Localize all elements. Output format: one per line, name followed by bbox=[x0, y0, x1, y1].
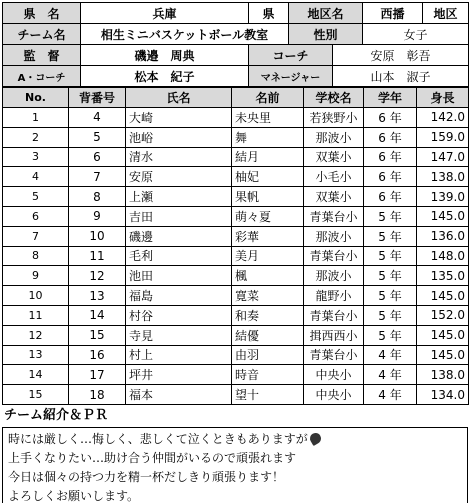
row-first-name: 未央里 bbox=[232, 108, 304, 128]
row-last-name: 福本 bbox=[126, 385, 232, 405]
row-grade: 4 年 bbox=[364, 345, 417, 365]
team-name: 相生ミニバスケットボール教室 bbox=[81, 24, 289, 45]
table-row bbox=[3, 325, 469, 345]
table-row bbox=[3, 246, 469, 266]
row-last-name: 村上 bbox=[126, 345, 232, 365]
intro-title: チーム紹介＆ＰＲ bbox=[4, 407, 109, 423]
row-height: 159.0 bbox=[417, 127, 469, 147]
row-number: 11 bbox=[69, 246, 126, 266]
row-number: 18 bbox=[69, 385, 126, 405]
row-height: 138.0 bbox=[417, 167, 469, 187]
col-header-height: 身長 bbox=[417, 88, 469, 108]
row-number: 4 bbox=[69, 108, 126, 128]
row-grade: 5 年 bbox=[364, 206, 417, 226]
table-row bbox=[3, 385, 469, 405]
gender-label: 性別 bbox=[289, 24, 363, 45]
row-grade: 6 年 bbox=[364, 127, 417, 147]
row-school: 小毛小 bbox=[304, 167, 364, 187]
col-header-school: 学校名 bbox=[304, 88, 364, 108]
table-row bbox=[3, 305, 469, 325]
roster-header-row bbox=[3, 88, 469, 108]
row-number: 14 bbox=[69, 305, 126, 325]
row-school: 龍野小 bbox=[304, 286, 364, 306]
coach-name: 安原 彰吾 bbox=[333, 45, 469, 66]
intro-line-text: 時には厳しく…悔しく、悲しくて泣くときもありますが bbox=[8, 431, 308, 446]
row-school: 那波小 bbox=[304, 266, 364, 286]
table-row bbox=[3, 286, 469, 306]
director-name: 磯邉 周典 bbox=[81, 45, 249, 66]
row-first-name: 結月 bbox=[232, 147, 304, 167]
row-school: 中央小 bbox=[304, 385, 364, 405]
row-grade: 5 年 bbox=[364, 226, 417, 246]
row-grade: 5 年 bbox=[364, 246, 417, 266]
row-height: 142.0 bbox=[417, 108, 469, 128]
row-first-name: 萌々夏 bbox=[232, 206, 304, 226]
row-first-name: 寛菜 bbox=[232, 286, 304, 306]
row-no: 10 bbox=[3, 286, 69, 306]
row-height: 136.0 bbox=[417, 226, 469, 246]
team-roster-sheet bbox=[2, 2, 468, 503]
row-school: 双葉小 bbox=[304, 147, 364, 167]
row-first-name: 美月 bbox=[232, 246, 304, 266]
row-first-name: 和奏 bbox=[232, 305, 304, 325]
manager-label: マネージャー bbox=[249, 66, 333, 87]
intro-text-box bbox=[2, 427, 468, 503]
row-height: 145.0 bbox=[417, 345, 469, 365]
row-no: 7 bbox=[3, 226, 69, 246]
row-last-name: 福島 bbox=[126, 286, 232, 306]
table-row bbox=[3, 127, 469, 147]
intro-line: よろしくお願いします。 bbox=[8, 488, 140, 503]
team-label: チーム名 bbox=[3, 24, 81, 45]
row-number: 8 bbox=[69, 187, 126, 207]
district-value: 西播 bbox=[363, 3, 423, 24]
row-school: 揖西西小 bbox=[304, 325, 364, 345]
row-number: 12 bbox=[69, 266, 126, 286]
roster-body bbox=[3, 108, 469, 405]
table-row bbox=[3, 345, 469, 365]
row-number: 16 bbox=[69, 345, 126, 365]
row-number: 7 bbox=[69, 167, 126, 187]
col-header-no: No. bbox=[3, 88, 69, 108]
intro-line: 上手くなりたい…助け合う仲間がいるので頑張れます bbox=[8, 450, 297, 465]
row-first-name: 時音 bbox=[232, 365, 304, 385]
pref-value: 兵庫 bbox=[81, 3, 249, 24]
row-number: 15 bbox=[69, 325, 126, 345]
roster-table bbox=[2, 87, 469, 405]
row-last-name: 村谷 bbox=[126, 305, 232, 325]
row-grade: 5 年 bbox=[364, 305, 417, 325]
row-school: 青葉台小 bbox=[304, 305, 364, 325]
row-height: 138.0 bbox=[417, 365, 469, 385]
col-header-number: 背番号 bbox=[69, 88, 126, 108]
pref-suffix: 県 bbox=[249, 3, 289, 24]
director-label: 監 督 bbox=[3, 45, 81, 66]
table-row bbox=[3, 167, 469, 187]
row-grade: 5 年 bbox=[364, 325, 417, 345]
row-first-name: 果帆 bbox=[232, 187, 304, 207]
row-first-name: 結優 bbox=[232, 325, 304, 345]
row-grade: 5 年 bbox=[364, 266, 417, 286]
row-school: 那波小 bbox=[304, 127, 364, 147]
row-number: 10 bbox=[69, 226, 126, 246]
row-no: 1 bbox=[3, 108, 69, 128]
row-first-name: 柚妃 bbox=[232, 167, 304, 187]
row-height: 145.0 bbox=[417, 206, 469, 226]
row-last-name: 磯邊 bbox=[126, 226, 232, 246]
assistant-coach-name: 松本 紀子 bbox=[81, 66, 249, 87]
row-school: 双葉小 bbox=[304, 187, 364, 207]
row-grade: 5 年 bbox=[364, 286, 417, 306]
row-height: 152.0 bbox=[417, 305, 469, 325]
table-row bbox=[3, 365, 469, 385]
row-grade: 4 年 bbox=[364, 365, 417, 385]
sparkle-icon bbox=[308, 431, 323, 446]
team-info-table bbox=[2, 2, 469, 87]
table-row bbox=[3, 266, 469, 286]
row-school: 青葉台小 bbox=[304, 246, 364, 266]
row-last-name: 寺見 bbox=[126, 325, 232, 345]
table-row bbox=[3, 226, 469, 246]
row-no: 12 bbox=[3, 325, 69, 345]
pref-label: 県 名 bbox=[3, 3, 81, 24]
coach-label: コーチ bbox=[249, 45, 333, 66]
intro-line bbox=[8, 430, 462, 449]
row-first-name: 由羽 bbox=[232, 345, 304, 365]
row-school: 那波小 bbox=[304, 226, 364, 246]
row-grade: 4 年 bbox=[364, 385, 417, 405]
row-school: 若狭野小 bbox=[304, 108, 364, 128]
row-number: 9 bbox=[69, 206, 126, 226]
row-height: 134.0 bbox=[417, 385, 469, 405]
row-height: 148.0 bbox=[417, 246, 469, 266]
row-height: 139.0 bbox=[417, 187, 469, 207]
row-no: 4 bbox=[3, 167, 69, 187]
row-height: 145.0 bbox=[417, 325, 469, 345]
col-header-grade: 学年 bbox=[364, 88, 417, 108]
row-no: 5 bbox=[3, 187, 69, 207]
row-no: 9 bbox=[3, 266, 69, 286]
table-row bbox=[3, 187, 469, 207]
row-school: 中央小 bbox=[304, 365, 364, 385]
row-height: 147.0 bbox=[417, 147, 469, 167]
row-last-name: 上瀬 bbox=[126, 187, 232, 207]
row-no: 15 bbox=[3, 385, 69, 405]
row-number: 5 bbox=[69, 127, 126, 147]
table-row bbox=[3, 206, 469, 226]
gender-value: 女子 bbox=[363, 24, 469, 45]
row-height: 145.0 bbox=[417, 286, 469, 306]
row-last-name: 池田 bbox=[126, 266, 232, 286]
table-row bbox=[3, 147, 469, 167]
row-no: 2 bbox=[3, 127, 69, 147]
row-school: 青葉台小 bbox=[304, 345, 364, 365]
row-last-name: 坪井 bbox=[126, 365, 232, 385]
row-height: 135.0 bbox=[417, 266, 469, 286]
row-last-name: 毛利 bbox=[126, 246, 232, 266]
row-last-name: 池峪 bbox=[126, 127, 232, 147]
assistant-coach-label: A・コーチ bbox=[3, 66, 81, 87]
col-header-last-name: 氏名 bbox=[126, 88, 232, 108]
row-first-name: 楓 bbox=[232, 266, 304, 286]
row-number: 6 bbox=[69, 147, 126, 167]
row-school: 青葉台小 bbox=[304, 206, 364, 226]
district-suffix: 地区 bbox=[423, 3, 469, 24]
row-no: 8 bbox=[3, 246, 69, 266]
row-number: 13 bbox=[69, 286, 126, 306]
row-last-name: 安原 bbox=[126, 167, 232, 187]
row-no: 13 bbox=[3, 345, 69, 365]
manager-name: 山本 淑子 bbox=[333, 66, 469, 87]
row-grade: 6 年 bbox=[364, 187, 417, 207]
district-label: 地区名 bbox=[289, 3, 363, 24]
row-no: 14 bbox=[3, 365, 69, 385]
row-first-name: 望十 bbox=[232, 385, 304, 405]
row-no: 3 bbox=[3, 147, 69, 167]
row-last-name: 大崎 bbox=[126, 108, 232, 128]
row-grade: 6 年 bbox=[364, 147, 417, 167]
row-number: 17 bbox=[69, 365, 126, 385]
row-grade: 6 年 bbox=[364, 167, 417, 187]
row-last-name: 清水 bbox=[126, 147, 232, 167]
row-no: 6 bbox=[3, 206, 69, 226]
row-no: 11 bbox=[3, 305, 69, 325]
row-first-name: 舞 bbox=[232, 127, 304, 147]
row-first-name: 彩華 bbox=[232, 226, 304, 246]
table-row bbox=[3, 108, 469, 128]
row-last-name: 吉田 bbox=[126, 206, 232, 226]
row-grade: 6 年 bbox=[364, 108, 417, 128]
col-header-first-name: 名前 bbox=[232, 88, 304, 108]
intro-line: 今日は個々の持つ力を精一杯だしきり頑張ります！ bbox=[8, 469, 285, 484]
